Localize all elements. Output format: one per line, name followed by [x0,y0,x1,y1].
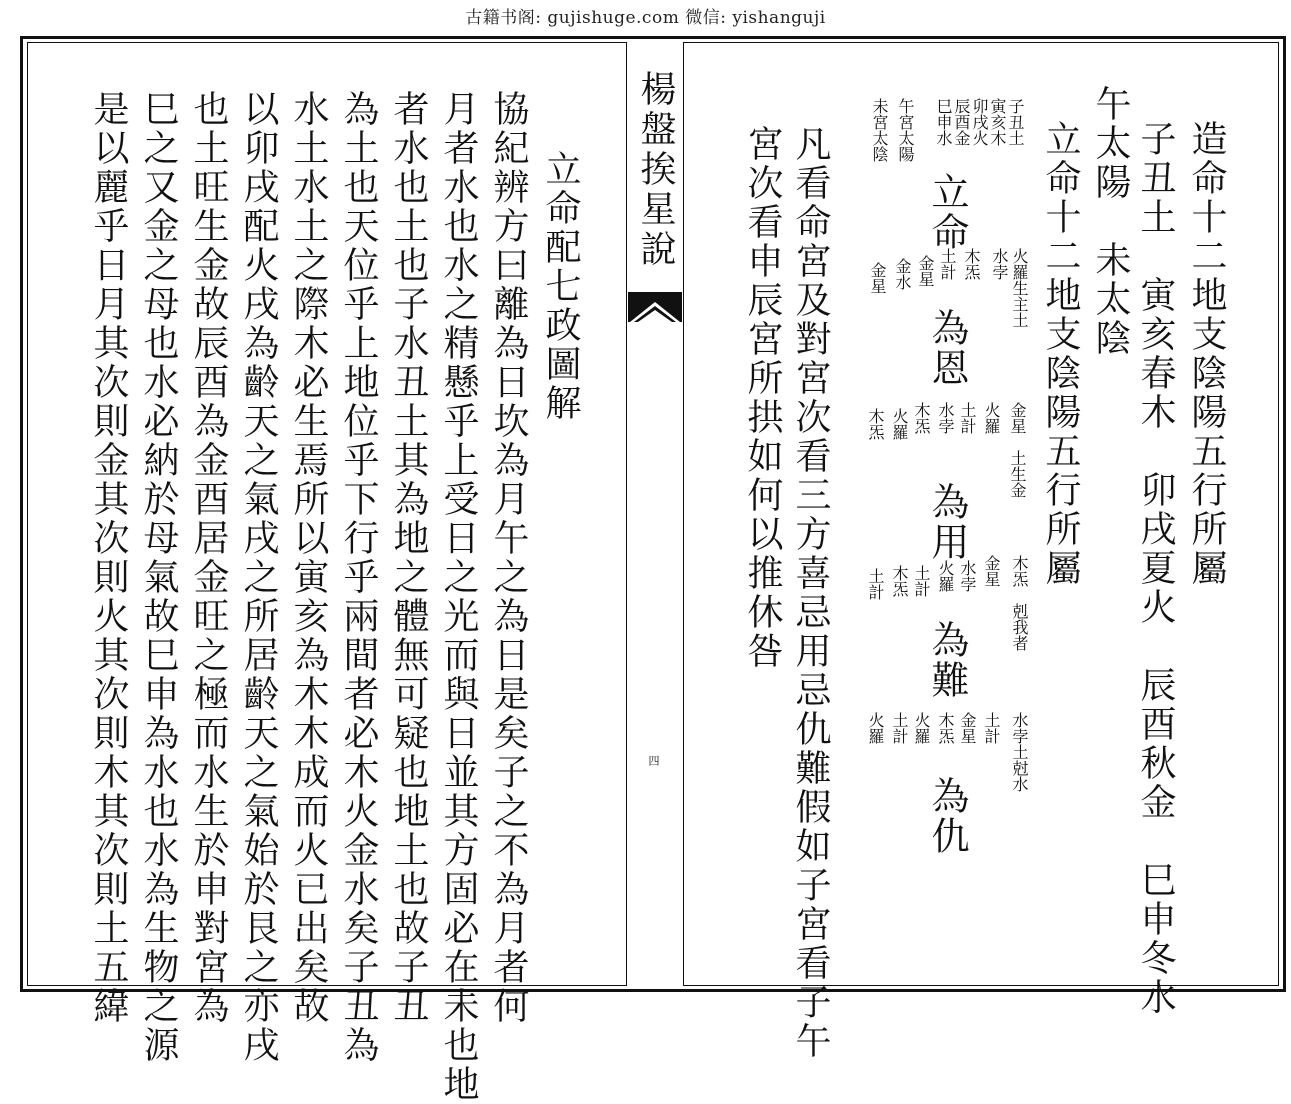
closing-line-2: 宮次看申辰宮所拱如何以推休咎 [742,125,783,671]
watermark: 古籍书阁: gujishuge.com 微信: yishanguji [465,8,826,28]
group-label-chou: 為仇 [925,776,969,856]
group-label-nan: 為難 [925,620,969,700]
planet-entry: 金星 [916,255,935,287]
branch-note: 未宮太陰 [870,98,889,162]
planet-entry: 金星 [982,555,1001,587]
planet-entry: 火羅生主土 [1010,248,1029,328]
text-column: 以卯戌配火戌為齡天之氣戌之所居齡天之氣始於艮之亦戌 [238,90,279,1065]
text-column: 者水也土也子水丑土其為地之體無可疑也地土也故子丑 [388,90,429,1026]
group-label-liming: 立命 [925,172,969,252]
planet-entry: 火羅 [936,560,955,592]
branch-note: 卯戌火 [970,98,989,146]
text-column: 巳之又金之母也水必納於母氣故巳申為水也水為生物之源 [138,90,179,1065]
planet-entry: 木炁 [912,402,931,434]
planet-entry: 水孛 [958,560,977,592]
planet-entry: 金水 [893,258,912,290]
planet-entry: 金星 土生金 [1008,402,1027,498]
planet-entry: 土計 [890,712,909,744]
branch-note: 辰酉金 [952,98,971,146]
planet-entry: 水孛 [990,248,1009,280]
planet-entry: 水孛 [936,402,955,434]
planet-entry: 火羅 [982,402,1001,434]
planet-entry: 土計 [866,568,885,600]
group-label-yong: 為用 [925,482,969,562]
planet-entry: 木炁 [936,712,955,744]
planet-entry: 木炁 [962,248,981,280]
planet-entry: 木炁 [866,408,885,440]
text-column: 協紀辨方曰離為日坎為月午之為日是矣子之不為月者何 [488,90,529,1026]
planet-entry: 金星 [958,712,977,744]
planet-entry: 土計 [982,712,1001,744]
planet-entry: 木炁 剋我者 [1010,555,1029,651]
group-label-en: 為恩 [925,308,969,388]
right-heading: 造命十二地支陰陽五行所屬 [1186,120,1227,588]
branch-note: 寅亥木 [988,98,1007,146]
left-title: 立命配七政圖解 [540,150,581,423]
assign-row-2: 午太陽 未太陰 [1090,85,1131,358]
planet-entry: 木炁 [890,565,909,597]
planet-entry: 火羅 [912,712,931,744]
spine-title: 楊盤挨星說 [635,70,676,270]
spine-page-number: 四 [647,755,660,766]
closing-line-1: 凡看命宮及對宮次看三方喜忌用忌仇難假如子宮看子午 [790,125,831,1061]
text-column: 也土旺生金故辰酉為金酉居金旺之極而水生於申對宮為 [188,90,229,1026]
assign-row-1: 子丑土 寅亥春木 卯戌夏火 辰酉秋金 巳申冬水 [1135,120,1176,1017]
planet-entry: 火羅 [866,712,885,744]
planet-entry: 金星 [868,262,887,294]
fishtail-mark [628,292,682,322]
branch-note: 子丑土 [1006,98,1025,146]
planet-entry: 土計 [912,565,931,597]
planet-entry: 水孛土尅水 [1010,712,1029,792]
text-column: 是以麗乎日月其次則金其次則火其次則木其次則土五緯 [88,90,129,1026]
planet-entry: 土計 [938,248,957,280]
sub-heading: 立命十二地支陰陽五行所屬 [1040,120,1081,588]
planet-entry: 土計 [958,402,977,434]
branch-note: 巳申水 [934,98,953,146]
planet-entry: 火羅 [890,408,909,440]
text-column: 為土也天位乎上地位乎下行乎兩間者必木火金水矣子丑為 [338,90,379,1065]
branch-note: 午宮太陽 [896,98,915,162]
text-column: 月者水也水之精懸乎上受日之光而與日並其方固必在未也地 [438,90,479,1104]
text-column: 水土水土之際木必生焉所以寅亥為木木成而火已出矣故 [288,90,329,1026]
